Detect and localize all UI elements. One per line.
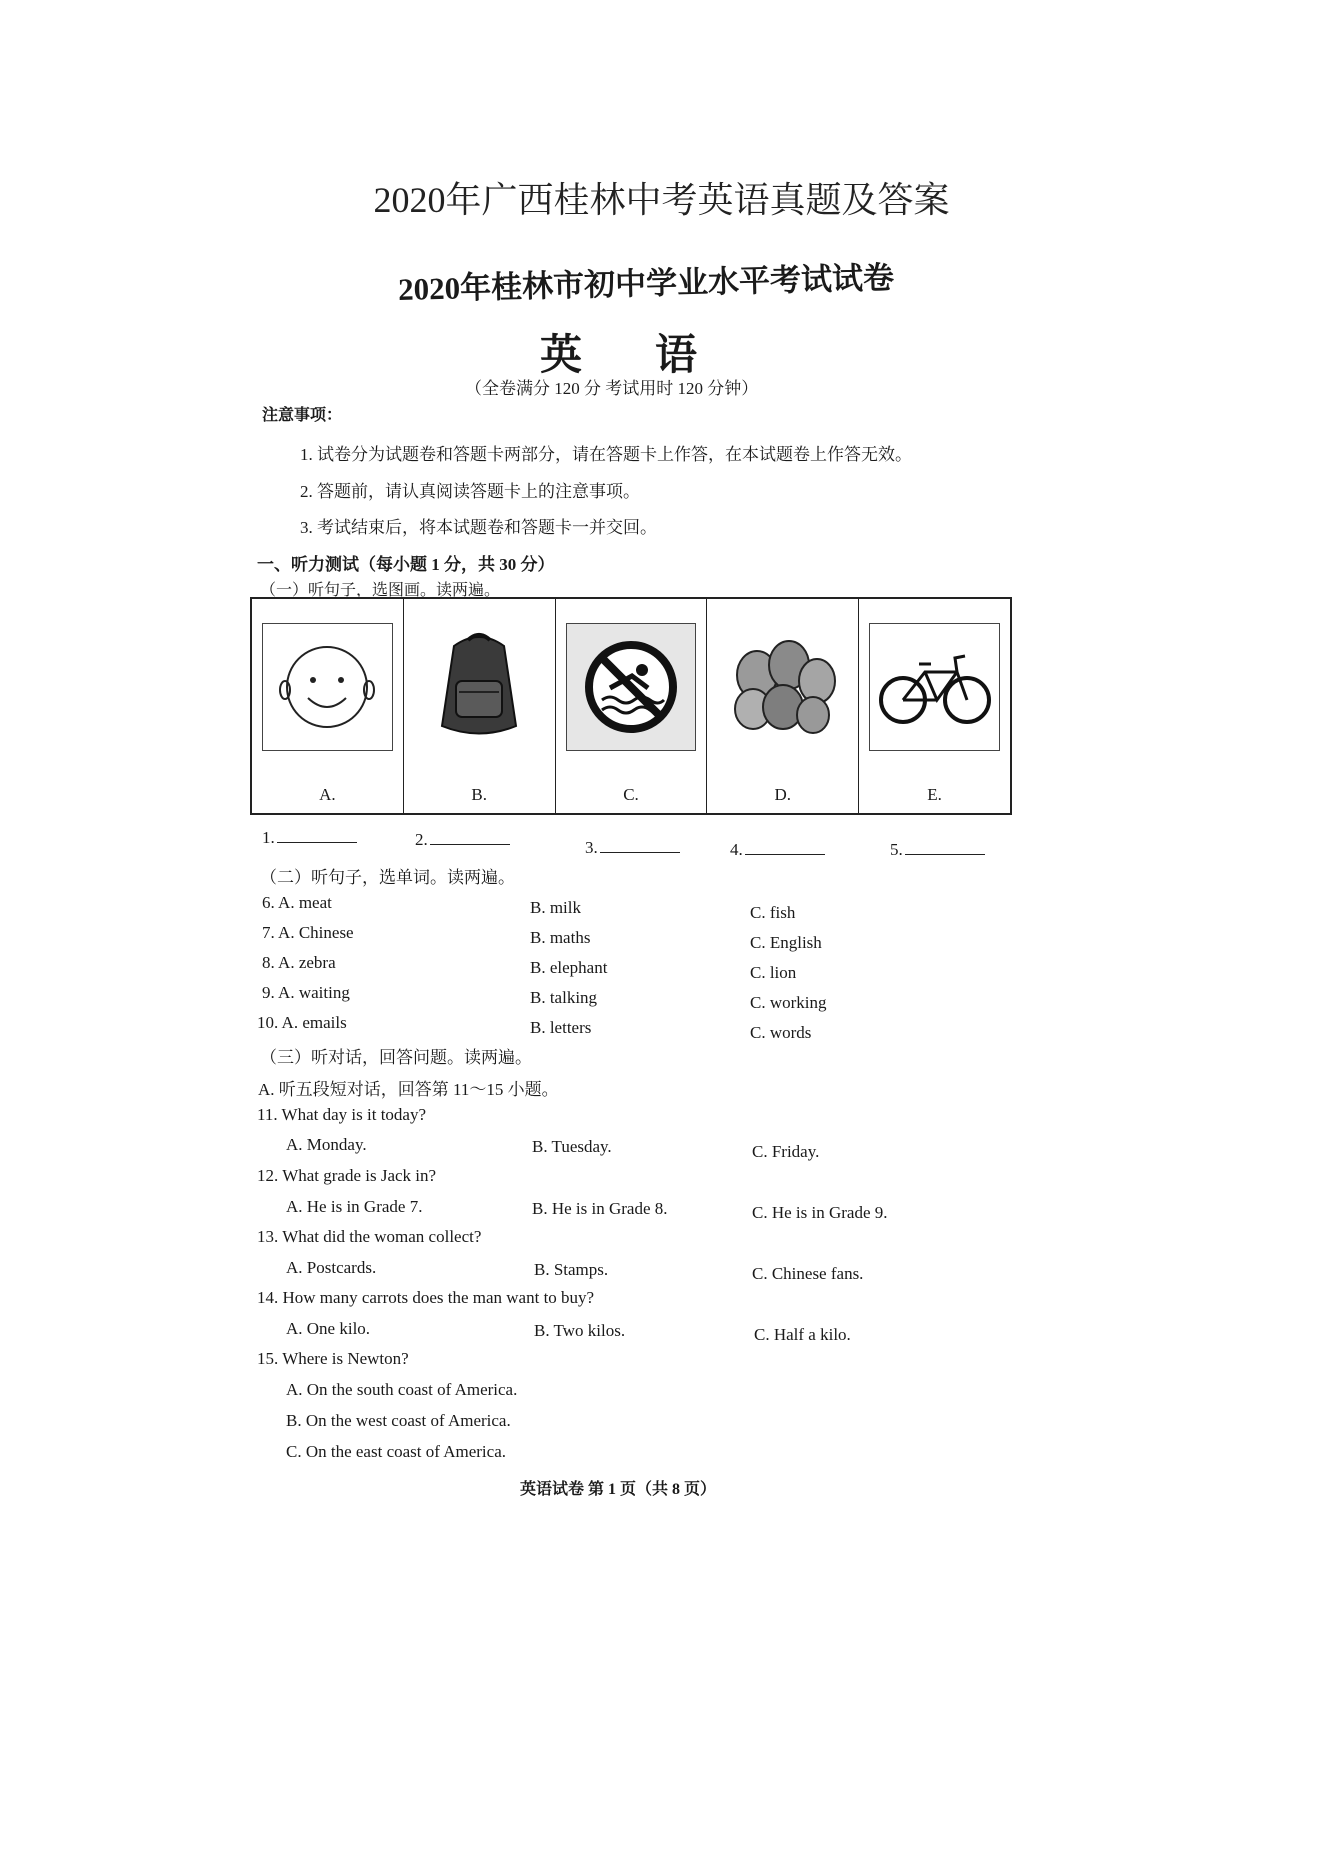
answer-blank-4[interactable]: 4. [730, 840, 825, 860]
backpack-icon [424, 626, 534, 746]
picture-cell-a [252, 599, 404, 813]
option-a: A. One kilo. [286, 1319, 371, 1338]
option-c: C. working [750, 993, 827, 1012]
option-b: B. On the west coast of America. [286, 1411, 511, 1430]
option-b: B. Stamps. [534, 1260, 609, 1279]
option-c: C. fish [750, 903, 796, 922]
picture-frame [717, 623, 848, 749]
option-b: B. Two kilos. [534, 1321, 626, 1340]
option-b: B. maths [530, 928, 591, 947]
option-a: A. Postcards. [286, 1258, 377, 1277]
option-c: C. Half a kilo. [754, 1325, 851, 1344]
picture-cell-b [404, 599, 556, 813]
score-note: （全卷满分 120 分 考试用时 120 分钟） [465, 379, 759, 398]
note-item: 1. 试卷分为试题卷和答题卡两部分，请在答题卡上作答，在本试题卷上作答无效。 [300, 445, 912, 464]
option-a: A. Monday. [286, 1135, 367, 1154]
answer-blank-1[interactable]: 1. [262, 828, 357, 848]
option-c: C. Friday. [752, 1142, 820, 1161]
option-c: C. Chinese fans. [752, 1264, 864, 1283]
part-3-instruction: （三）听对话，回答问题。读两遍。 [260, 1048, 532, 1067]
bicycle-icon [875, 642, 995, 732]
option-c: C. English [750, 933, 822, 952]
option-b: B. talking [530, 988, 598, 1007]
part-1-instruction: （一）听句子，选图画。读两遍。 [260, 582, 501, 599]
option-a: A. He is in Grade 7. [286, 1197, 423, 1216]
subject-title [540, 322, 699, 382]
no-swimming-sign-icon [576, 632, 686, 742]
answer-blank-5[interactable]: 5. [890, 840, 985, 860]
question-text: 14. How many carrots does the man want to buy? [257, 1288, 595, 1307]
question-text: 13. What did the woman collect? [257, 1227, 482, 1246]
smiling-face-icon [272, 632, 382, 742]
option-c: C. He is in Grade 9. [752, 1203, 888, 1222]
section-1-heading: 一、听力测试（每小题 1 分，共 30 分） [257, 555, 555, 574]
option-b: B. Tuesday. [532, 1137, 612, 1156]
picture-cell-d [707, 599, 859, 813]
picture-frame [566, 623, 697, 751]
part-3a-instruction: A. 听五段短对话，回答第 11～15 小题。 [258, 1080, 559, 1099]
option-a: 9. A. waiting [262, 983, 350, 1002]
picture-letter: D. [774, 785, 792, 804]
subject-char-1: 英 [540, 333, 585, 379]
option-a: 10. A. emails [257, 1013, 347, 1032]
question-text: 12. What grade is Jack in? [257, 1166, 437, 1185]
subject-char-2: 语 [655, 333, 700, 379]
option-a: A. On the south coast of America. [286, 1380, 518, 1399]
option-c: C. On the east coast of America. [286, 1442, 506, 1461]
option-a: 8. A. zebra [262, 953, 336, 972]
picture-cell-c [556, 599, 708, 813]
eggs-icon [723, 631, 843, 741]
option-c: C. words [750, 1023, 812, 1042]
picture-letter: A. [319, 785, 336, 804]
option-b: B. milk [530, 898, 582, 917]
option-c: C. lion [750, 963, 797, 982]
option-a: 6. A. meat [262, 893, 332, 912]
notes-heading: 注意事项： [262, 407, 343, 424]
exam-heading: 2020年桂林市初中学业水平考试试卷 [397, 259, 895, 308]
page-footer: 英语试卷 第 1 页（共 8 页） [520, 1481, 717, 1498]
option-b: B. He is in Grade 8. [532, 1199, 668, 1218]
part-2-instruction: （二）听句子，选单词。读两遍。 [260, 868, 515, 887]
note-item: 2. 答题前，请认真阅读答题卡上的注意事项。 [300, 482, 640, 501]
option-b: B. elephant [530, 958, 608, 977]
picture-frame [414, 623, 545, 749]
question-text: 15. Where is Newton? [257, 1349, 409, 1368]
picture-letter: B. [471, 785, 487, 804]
option-b: B. letters [530, 1018, 592, 1037]
picture-frame [262, 623, 393, 751]
document-title: 2020年广西桂林中考英语真题及答案 [373, 180, 950, 220]
answer-blank-2[interactable]: 2. [415, 830, 510, 850]
note-item: 3. 考试结束后，将本试题卷和答题卡一并交回。 [300, 518, 657, 537]
picture-frame [869, 623, 1000, 751]
picture-letter: E. [927, 785, 942, 804]
answer-blank-3[interactable]: 3. [585, 838, 680, 858]
picture-table [250, 597, 1012, 815]
picture-letter: C. [623, 785, 639, 804]
question-text: 11. What day is it today? [257, 1105, 427, 1124]
option-a: 7. A. Chinese [262, 923, 354, 942]
picture-cell-e [859, 599, 1010, 813]
